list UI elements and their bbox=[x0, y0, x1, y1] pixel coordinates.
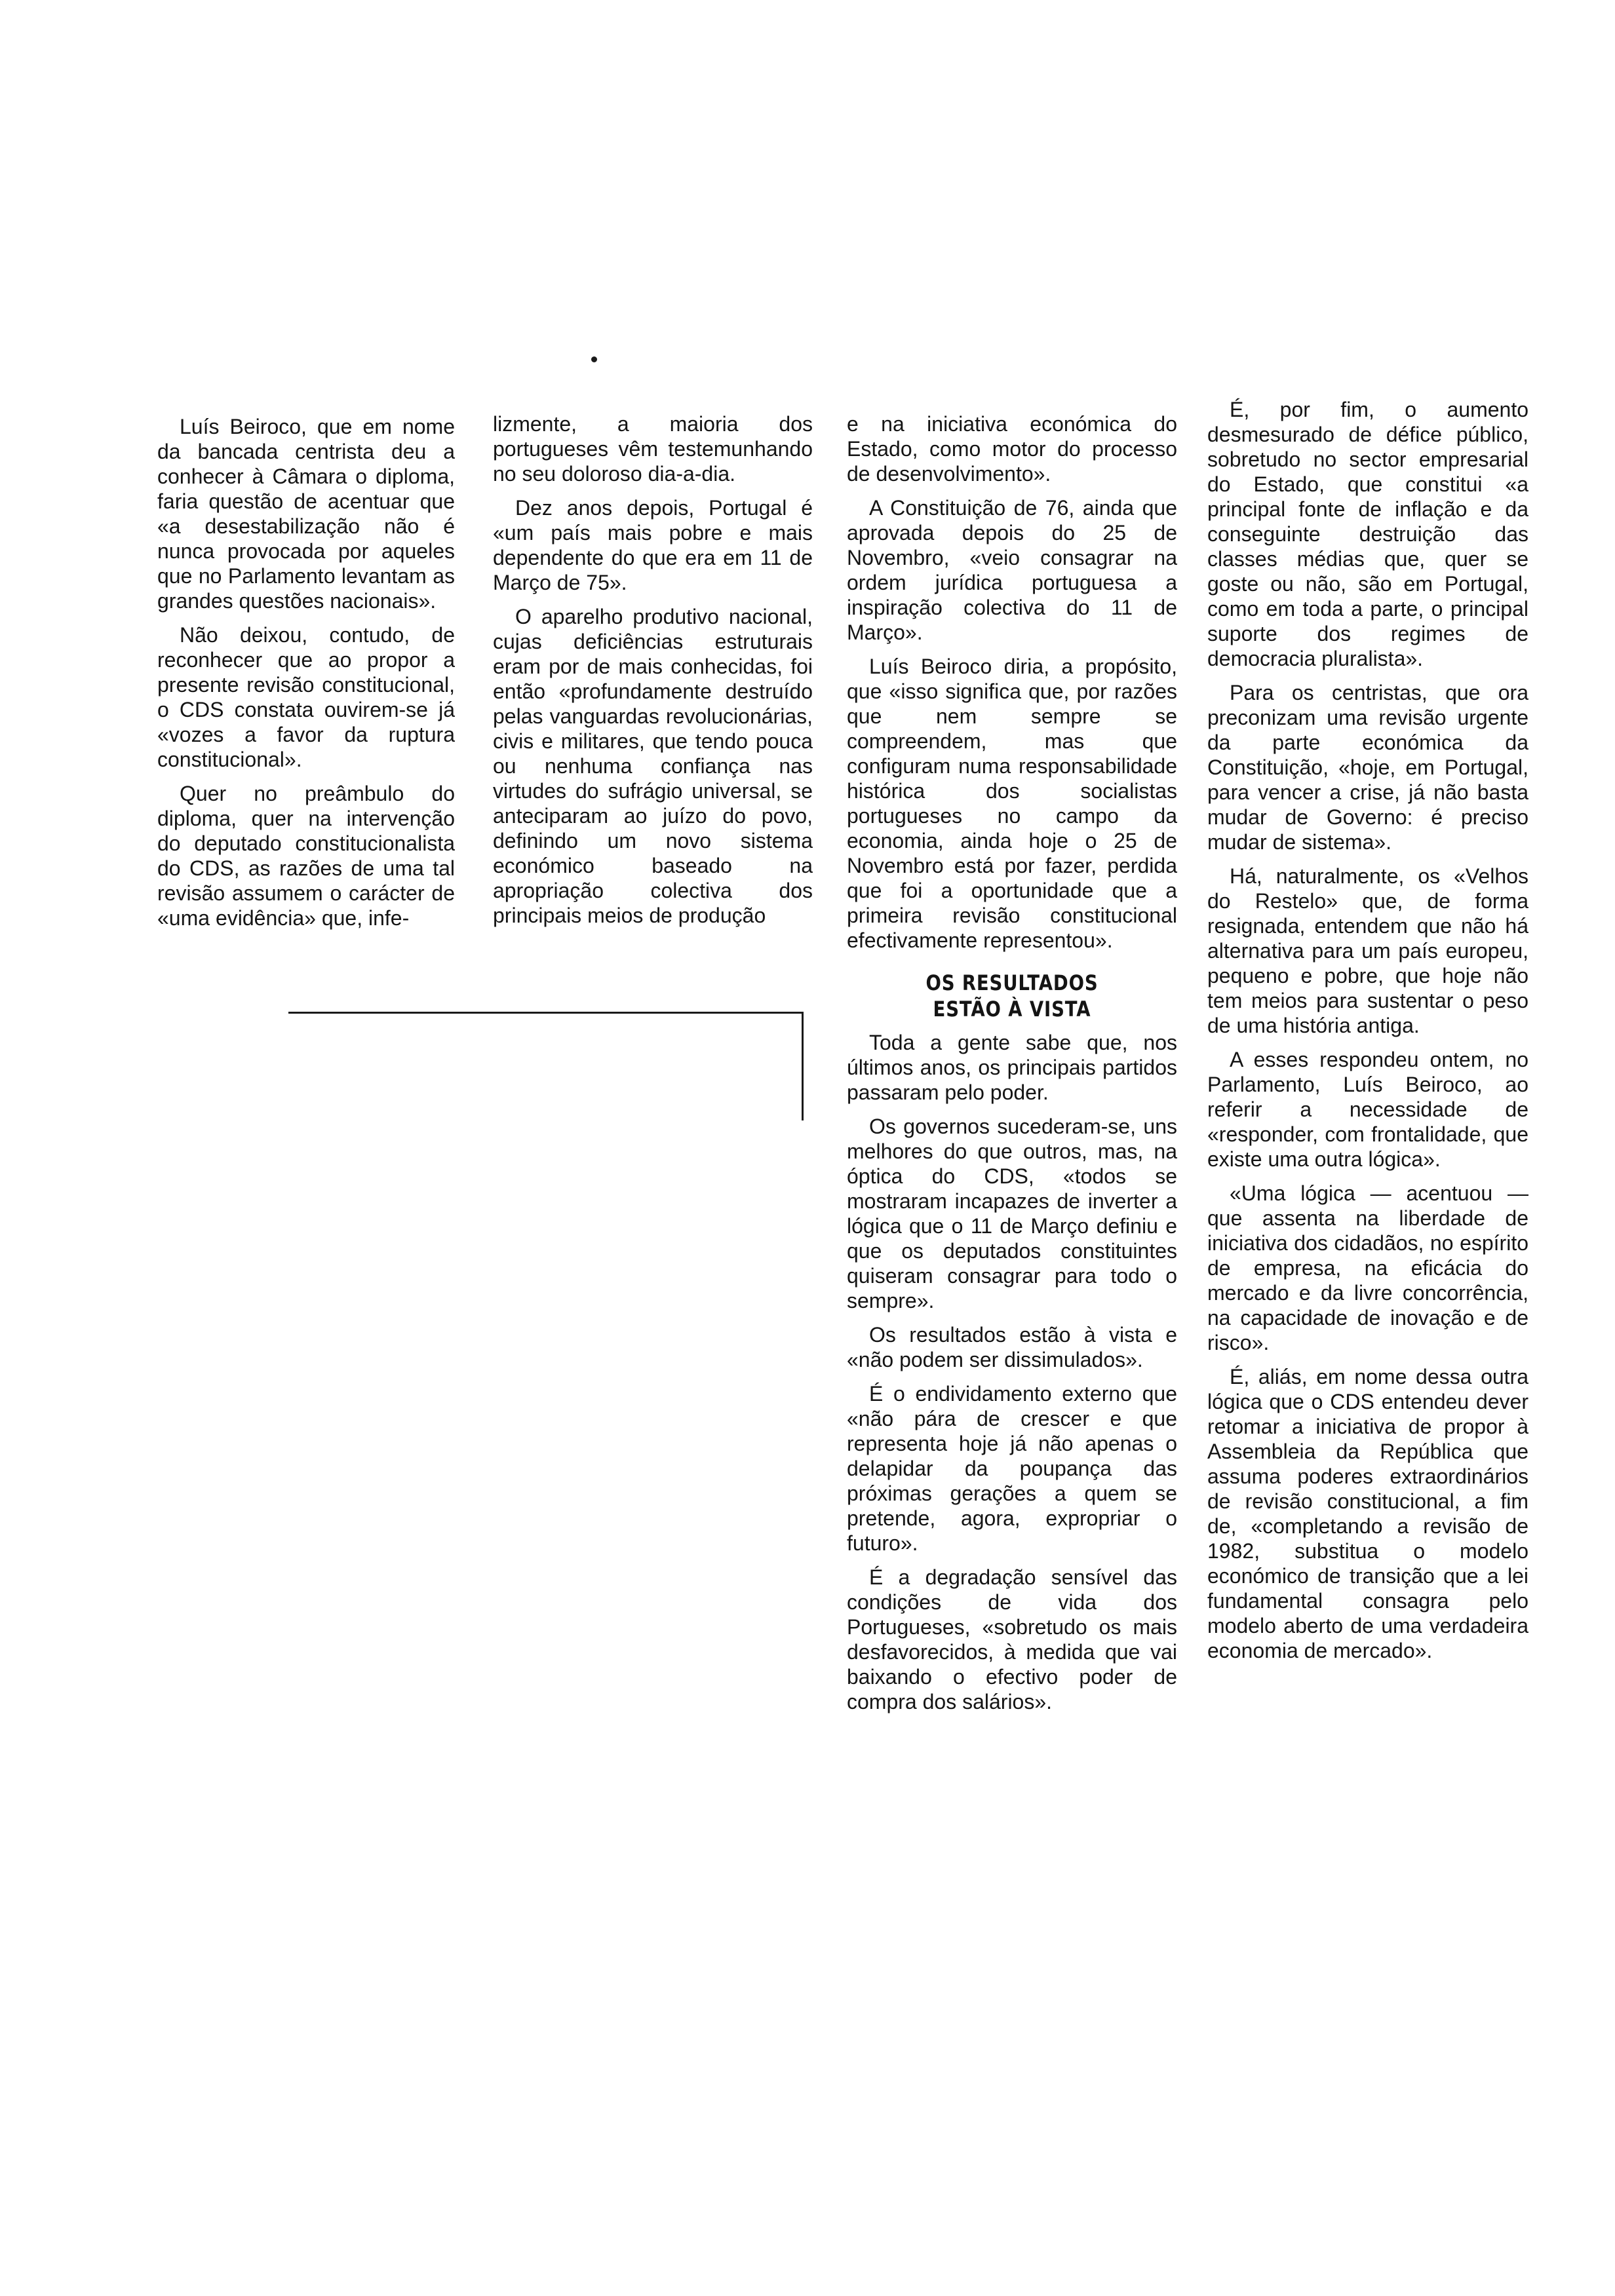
article-paragraph: Não deixou, contudo, de reconhecer que ao propor a presente revisão constitucional, o CDS constata ouvirem-se já «vozes a favor da ruptura constitucional». bbox=[157, 623, 455, 771]
article-paragraph: Toda a gente sabe que, nos últimos anos, os principais partidos passaram pelo poder. bbox=[847, 1031, 1177, 1104]
article-paragraph: «Uma lógica — acentuou — que assenta na liberdade de iniciativa dos cidadãos, no espírito de empresa, na eficácia do mercado e da livre concorrência, na capacidade de inovação e de risco». bbox=[1207, 1181, 1528, 1354]
article-column-4 bbox=[1207, 397, 1528, 1672]
article-paragraph: O aparelho produtivo nacional, cujas deficiências estruturais eram por de mais conhecidas, foi então «profundamente destruído pelas vanguardas revolucionárias, civis e militares, que tendo pouca ou nenhuma confiança nas virtudes do sufrágio universal, se anteciparam ao juízo do povo, definindo um novo sistema económico baseado na apropriação colectiva dos principais meios de produção bbox=[493, 605, 813, 927]
article-paragraph: Quer no preâmbulo do diploma, quer na intervenção do deputado constitucionalista do CDS, as razões de uma tal revisão assumem o carácter de «uma evidência» que, infe- bbox=[157, 782, 455, 930]
article-paragraph: e na iniciativa económica do Estado, como motor do processo de desenvolvimento». bbox=[847, 412, 1177, 486]
article-paragraph: Os governos sucederam-se, uns melhores do que outros, mas, na óptica do CDS, «todos se mostraram incapazes de inverter a lógica que o 11 de Março definiu e que os deputados constituintes quiseram consagrar para todo o sempre». bbox=[847, 1115, 1177, 1312]
article-column-1 bbox=[157, 414, 455, 940]
article-paragraph: Para os centristas, que ora preconizam uma revisão urgente da parte económica da Constituição, «hoje, em Portugal, para vencer a crise, já não basta mudar de Governo: é preciso mudar de sistema». bbox=[1207, 681, 1528, 854]
article-paragraph: É o endividamento externo que «não pára de crescer e que representa hoje já não apenas o delapidar da poupança das próximas gerações a quem se pretende, agora, expropriar o futuro». bbox=[847, 1382, 1177, 1555]
stray-dot-mark bbox=[591, 356, 597, 362]
article-column-3 bbox=[847, 411, 1177, 1723]
article-paragraph: lizmente, a maioria dos portugueses vêm testemunhando no seu doloroso dia-a-dia. bbox=[493, 412, 813, 486]
subheading-line-2: ESTÃO À VISTA bbox=[933, 997, 1091, 1022]
article-column-2 bbox=[493, 411, 813, 937]
article-paragraph: Há, naturalmente, os «Velhos do Restelo» que, de forma resignada, entendem que não há alternativa para um país europeu, pequeno e pobre, que hoje não tem meios para sustentar o peso de uma história antiga. bbox=[1207, 864, 1528, 1037]
article-paragraph: A esses respondeu ontem, no Parlamento, Luís Beiroco, ao referir a necessidade de «responder, com frontalidade, que existe uma outra lógica». bbox=[1207, 1048, 1528, 1171]
article-paragraph: Os resultados estão à vista e «não podem ser dissimulados». bbox=[847, 1323, 1177, 1371]
subheading-line-1: OS RESULTADOS bbox=[925, 970, 1099, 995]
article-paragraph: É, aliás, em nome dessa outra lógica que o CDS entendeu dever retomar a iniciativa de propor à Assembleia da República que assuma poderes extraordinários de revisão constitucional, a fim de, «completando a revisão de 1982, substitua o modelo económico de transição que a lei fundamental consagra pelo modelo aberto de uma verdadeira economia de mercado». bbox=[1207, 1365, 1528, 1662]
article-paragraph: Luís Beiroco diria, a propósito, que «isso significa que, por razões que nem sempre se compreendem, mas que configuram numa responsabilidade histórica dos socialistas portugueses no campo da economia, ainda hoje o 25 de Novembro está por fazer, perdida que foi a oportunidade que a primeira revisão constitucional efectivamente representou». bbox=[847, 655, 1177, 952]
article-paragraph: Dez anos depois, Portugal é «um país mais pobre e mais dependente do que era em 11 de Março de 75». bbox=[493, 496, 813, 594]
article-paragraph: É a degradação sensível das condições de vida dos Portugueses, «sobretudo os mais desfavorecidos, à medida que vai baixando o efectivo poder de compra dos salários». bbox=[847, 1565, 1177, 1713]
article-paragraph: Luís Beiroco, que em nome da bancada centrista deu a conhecer à Câmara o diploma, faria questão de acentuar que «a desestabilização não é nunca provocada por aqueles que no Parlamento levantam as grandes questões nacionais». bbox=[157, 415, 455, 613]
section-subheading bbox=[870, 970, 1154, 1022]
layout-divider-horizontal bbox=[288, 1012, 804, 1014]
article-paragraph: A Constituição de 76, ainda que aprovada depois do 25 de Novembro, «veio consagrar na ordem jurídica portuguesa a inspiração colectiva do 11 de Março». bbox=[847, 496, 1177, 644]
layout-divider-vertical bbox=[802, 1012, 804, 1120]
article-paragraph: É, por fim, o aumento desmesurado de défice público, sobretudo no sector empresarial do Estado, que constitui «a principal fonte de inflação e da conseguinte destruição das classes médias que, quer se goste ou não, são em Portugal, como em toda a parte, o principal suporte dos regimes de democracia pluralista». bbox=[1207, 398, 1528, 670]
